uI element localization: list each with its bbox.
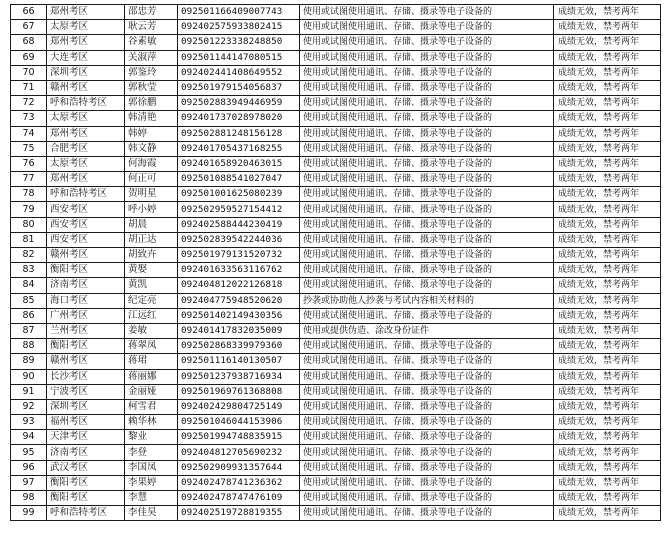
row-number-cell: 70 bbox=[11, 65, 47, 80]
table-row bbox=[11, 415, 661, 430]
candidate-name-cell: 李佳昊 bbox=[125, 506, 178, 521]
exam-district-cell: 济南考区 bbox=[47, 445, 125, 460]
exam-district-cell: 广州考区 bbox=[47, 308, 125, 323]
candidate-name-cell: 郭徐鹏 bbox=[125, 96, 178, 111]
ticket-number-cell: 092402575933802415 bbox=[178, 20, 300, 35]
table-row bbox=[11, 96, 661, 111]
table-row bbox=[11, 430, 661, 445]
exam-district-cell: 宁波考区 bbox=[47, 384, 125, 399]
ticket-number-cell: 092404812705690232 bbox=[178, 445, 300, 460]
ticket-number-cell: 092401705437168255 bbox=[178, 141, 300, 156]
violation-reason-cell: 使用或试图使用通讯、存储、摄录等电子设备的 bbox=[300, 384, 554, 399]
violation-reason-cell: 使用或试图使用通讯、存储、摄录等电子设备的 bbox=[300, 278, 554, 293]
penalty-cell: 成绩无效，禁考两年 bbox=[554, 475, 661, 490]
table-row bbox=[11, 202, 661, 217]
row-number-cell: 77 bbox=[11, 172, 47, 187]
ticket-number-cell: 092501402149430356 bbox=[178, 308, 300, 323]
row-number-cell: 79 bbox=[11, 202, 47, 217]
ticket-number-cell: 092501116140130507 bbox=[178, 354, 300, 369]
table-row bbox=[11, 354, 661, 369]
penalty-cell: 成绩无效，禁考两年 bbox=[554, 187, 661, 202]
ticket-number-cell: 092401658920463015 bbox=[178, 156, 300, 171]
ticket-number-cell: 092402478747476109 bbox=[178, 491, 300, 506]
table-row bbox=[11, 445, 661, 460]
row-number-cell: 85 bbox=[11, 293, 47, 308]
violation-reason-cell: 使用或试图使用通讯、存储、摄录等电子设备的 bbox=[300, 141, 554, 156]
row-number-cell: 86 bbox=[11, 308, 47, 323]
violation-reason-cell: 使用或试图使用通讯、存储、摄录等电子设备的 bbox=[300, 126, 554, 141]
row-number-cell: 66 bbox=[11, 5, 47, 20]
candidate-name-cell: 韩清艳 bbox=[125, 111, 178, 126]
exam-district-cell: 衡阳考区 bbox=[47, 339, 125, 354]
exam-district-cell: 衡阳考区 bbox=[47, 491, 125, 506]
exam-district-cell: 福州考区 bbox=[47, 415, 125, 430]
candidate-name-cell: 柯雪君 bbox=[125, 399, 178, 414]
penalty-cell: 成绩无效，禁考两年 bbox=[554, 460, 661, 475]
candidate-name-cell: 蒋丽娜 bbox=[125, 369, 178, 384]
row-number-cell: 99 bbox=[11, 506, 47, 521]
table-row bbox=[11, 5, 661, 20]
ticket-number-cell: 092501223338248850 bbox=[178, 35, 300, 50]
exam-district-cell: 呼和浩特考区 bbox=[47, 187, 125, 202]
row-number-cell: 97 bbox=[11, 475, 47, 490]
row-number-cell: 80 bbox=[11, 217, 47, 232]
table-row bbox=[11, 460, 661, 475]
penalty-cell: 成绩无效，禁考两年 bbox=[554, 35, 661, 50]
row-number-cell: 96 bbox=[11, 460, 47, 475]
ticket-number-cell: 092402519728819355 bbox=[178, 506, 300, 521]
row-number-cell: 87 bbox=[11, 323, 47, 338]
penalty-cell: 成绩无效，禁考两年 bbox=[554, 202, 661, 217]
exam-district-cell: 西安考区 bbox=[47, 217, 125, 232]
table-row bbox=[11, 35, 661, 50]
table-row bbox=[11, 278, 661, 293]
row-number-cell: 92 bbox=[11, 399, 47, 414]
table-row bbox=[11, 399, 661, 414]
ticket-number-cell: 092502839542244036 bbox=[178, 232, 300, 247]
violation-reason-cell: 使用或试图使用通讯、存储、摄录等电子设备的 bbox=[300, 80, 554, 95]
penalty-cell: 成绩无效，禁考两年 bbox=[554, 96, 661, 111]
penalty-cell: 成绩无效，禁考两年 bbox=[554, 248, 661, 263]
ticket-number-cell: 092401737028978020 bbox=[178, 111, 300, 126]
candidate-name-cell: 关淑萍 bbox=[125, 50, 178, 65]
table-row bbox=[11, 20, 661, 35]
penalty-cell: 成绩无效，禁考两年 bbox=[554, 217, 661, 232]
row-number-cell: 67 bbox=[11, 20, 47, 35]
violation-reason-cell: 使用或试图使用通讯、存储、摄录等电子设备的 bbox=[300, 248, 554, 263]
row-number-cell: 93 bbox=[11, 415, 47, 430]
violation-reason-cell: 使用或试图使用通讯、存储、摄录等电子设备的 bbox=[300, 430, 554, 445]
penalty-cell: 成绩无效，禁考两年 bbox=[554, 308, 661, 323]
candidate-name-cell: 蒋翠凤 bbox=[125, 339, 178, 354]
row-number-cell: 78 bbox=[11, 187, 47, 202]
violation-reason-cell: 使用或试图使用通讯、存储、摄录等电子设备的 bbox=[300, 232, 554, 247]
candidate-name-cell: 郭秋莹 bbox=[125, 80, 178, 95]
row-number-cell: 98 bbox=[11, 491, 47, 506]
exam-district-cell: 武汉考区 bbox=[47, 460, 125, 475]
violation-reason-cell: 使用或试图使用通讯、存储、摄录等电子设备的 bbox=[300, 339, 554, 354]
row-number-cell: 88 bbox=[11, 339, 47, 354]
exam-district-cell: 深圳考区 bbox=[47, 65, 125, 80]
candidate-name-cell: 江远红 bbox=[125, 308, 178, 323]
table-row bbox=[11, 323, 661, 338]
table-row bbox=[11, 384, 661, 399]
row-number-cell: 73 bbox=[11, 111, 47, 126]
ticket-number-cell: 092404812022126818 bbox=[178, 278, 300, 293]
candidate-name-cell: 黄凯 bbox=[125, 278, 178, 293]
candidate-name-cell: 蒋珺 bbox=[125, 354, 178, 369]
ticket-number-cell: 092501144147080515 bbox=[178, 50, 300, 65]
violation-reason-cell: 使用或试图使用通讯、存储、摄录等电子设备的 bbox=[300, 217, 554, 232]
exam-district-cell: 赣州考区 bbox=[47, 248, 125, 263]
table-row bbox=[11, 369, 661, 384]
row-number-cell: 68 bbox=[11, 35, 47, 50]
table-row bbox=[11, 187, 661, 202]
candidate-name-cell: 黄娶 bbox=[125, 263, 178, 278]
ticket-number-cell: 092501979154056837 bbox=[178, 80, 300, 95]
exam-district-cell: 太原考区 bbox=[47, 20, 125, 35]
table-row bbox=[11, 217, 661, 232]
candidate-name-cell: 黎业 bbox=[125, 430, 178, 445]
violation-reason-cell: 使用或试图使用通讯、存储、摄录等电子设备的 bbox=[300, 20, 554, 35]
row-number-cell: 69 bbox=[11, 50, 47, 65]
ticket-number-cell: 092502883949446959 bbox=[178, 96, 300, 111]
exam-district-cell: 兰州考区 bbox=[47, 323, 125, 338]
exam-district-cell: 郑州考区 bbox=[47, 5, 125, 20]
penalty-cell: 成绩无效，禁考两年 bbox=[554, 293, 661, 308]
table-row bbox=[11, 339, 661, 354]
penalty-cell: 成绩无效，禁考两年 bbox=[554, 5, 661, 20]
violation-reason-cell: 使用或试图使用通讯、存储、摄录等电子设备的 bbox=[300, 172, 554, 187]
penalty-cell: 成绩无效，禁考两年 bbox=[554, 20, 661, 35]
violation-reason-cell: 使用或试图使用通讯、存储、摄录等电子设备的 bbox=[300, 308, 554, 323]
table-row bbox=[11, 491, 661, 506]
violation-reason-cell: 使用或试图使用通讯、存储、摄录等电子设备的 bbox=[300, 156, 554, 171]
violation-reason-cell: 使用或提供伪造、涂改身份证件 bbox=[300, 323, 554, 338]
ticket-number-cell: 092502881248156128 bbox=[178, 126, 300, 141]
table-row bbox=[11, 156, 661, 171]
exam-district-cell: 海口考区 bbox=[47, 293, 125, 308]
table-row bbox=[11, 50, 661, 65]
ticket-number-cell: 092401417832035009 bbox=[178, 323, 300, 338]
ticket-number-cell: 092502909931357644 bbox=[178, 460, 300, 475]
table-body bbox=[11, 5, 661, 521]
violation-reason-cell: 使用或试图使用通讯、存储、摄录等电子设备的 bbox=[300, 65, 554, 80]
candidate-name-cell: 姜敏 bbox=[125, 323, 178, 338]
exam-district-cell: 深圳考区 bbox=[47, 399, 125, 414]
ticket-number-cell: 092501166409007743 bbox=[178, 5, 300, 20]
violation-reason-cell: 使用或试图使用通讯、存储、摄录等电子设备的 bbox=[300, 187, 554, 202]
candidate-name-cell: 邵忠芳 bbox=[125, 5, 178, 20]
candidate-name-cell: 胡致卉 bbox=[125, 248, 178, 263]
penalty-cell: 成绩无效，禁考两年 bbox=[554, 384, 661, 399]
ticket-number-cell: 092501994748835915 bbox=[178, 430, 300, 445]
penalty-cell: 成绩无效，禁考两年 bbox=[554, 232, 661, 247]
exam-district-cell: 西安考区 bbox=[47, 232, 125, 247]
row-number-cell: 95 bbox=[11, 445, 47, 460]
row-number-cell: 82 bbox=[11, 248, 47, 263]
candidate-name-cell: 耿云芳 bbox=[125, 20, 178, 35]
penalty-cell: 成绩无效，禁考两年 bbox=[554, 339, 661, 354]
row-number-cell: 76 bbox=[11, 156, 47, 171]
ticket-number-cell: 092501001625080239 bbox=[178, 187, 300, 202]
penalty-cell: 成绩无效，禁考两年 bbox=[554, 369, 661, 384]
ticket-number-cell: 092402441408649552 bbox=[178, 65, 300, 80]
row-number-cell: 84 bbox=[11, 278, 47, 293]
candidate-name-cell: 何海霞 bbox=[125, 156, 178, 171]
violation-reason-cell: 使用或试图使用通讯、存储、摄录等电子设备的 bbox=[300, 415, 554, 430]
violation-reason-cell: 使用或试图使用通讯、存储、摄录等电子设备的 bbox=[300, 399, 554, 414]
penalty-cell: 成绩无效，禁考两年 bbox=[554, 491, 661, 506]
penalty-cell: 成绩无效，禁考两年 bbox=[554, 445, 661, 460]
ticket-number-cell: 092402478741236362 bbox=[178, 475, 300, 490]
penalty-cell: 成绩无效，禁考两年 bbox=[554, 415, 661, 430]
penalty-cell: 成绩无效，禁考两年 bbox=[554, 430, 661, 445]
candidate-name-cell: 李果婷 bbox=[125, 475, 178, 490]
row-number-cell: 75 bbox=[11, 141, 47, 156]
candidate-name-cell: 韩婷 bbox=[125, 126, 178, 141]
exam-district-cell: 呼和浩特考区 bbox=[47, 96, 125, 111]
table-row bbox=[11, 80, 661, 95]
penalty-cell: 成绩无效，禁考两年 bbox=[554, 278, 661, 293]
ticket-number-cell: 092402588444230419 bbox=[178, 217, 300, 232]
penalty-cell: 成绩无效，禁考两年 bbox=[554, 399, 661, 414]
row-number-cell: 74 bbox=[11, 126, 47, 141]
penalty-cell: 成绩无效，禁考两年 bbox=[554, 172, 661, 187]
violation-reason-cell: 使用或试图使用通讯、存储、摄录等电子设备的 bbox=[300, 491, 554, 506]
ticket-number-cell: 092501969761368808 bbox=[178, 384, 300, 399]
ticket-number-cell: 092502959527154412 bbox=[178, 202, 300, 217]
violation-reason-cell: 使用或试图使用通讯、存储、摄录等电子设备的 bbox=[300, 506, 554, 521]
table-row bbox=[11, 232, 661, 247]
table-row bbox=[11, 263, 661, 278]
candidate-name-cell: 金丽娅 bbox=[125, 384, 178, 399]
exam-district-cell: 太原考区 bbox=[47, 111, 125, 126]
exam-district-cell: 衡阳考区 bbox=[47, 475, 125, 490]
penalty-cell: 成绩无效，禁考两年 bbox=[554, 111, 661, 126]
penalty-cell: 成绩无效，禁考两年 bbox=[554, 65, 661, 80]
candidate-name-cell: 李慧 bbox=[125, 491, 178, 506]
ticket-number-cell: 092401633563116762 bbox=[178, 263, 300, 278]
table-row bbox=[11, 126, 661, 141]
row-number-cell: 94 bbox=[11, 430, 47, 445]
candidate-name-cell: 李国凤 bbox=[125, 460, 178, 475]
row-number-cell: 90 bbox=[11, 369, 47, 384]
penalty-cell: 成绩无效，禁考两年 bbox=[554, 263, 661, 278]
penalty-cell: 成绩无效，禁考两年 bbox=[554, 50, 661, 65]
table-row bbox=[11, 65, 661, 80]
violation-reason-cell: 使用或试图使用通讯、存储、摄录等电子设备的 bbox=[300, 445, 554, 460]
violation-reason-cell: 使用或试图使用通讯、存储、摄录等电子设备的 bbox=[300, 460, 554, 475]
exam-district-cell: 长沙考区 bbox=[47, 369, 125, 384]
ticket-number-cell: 092501237938716934 bbox=[178, 369, 300, 384]
penalty-cell: 成绩无效，禁考两年 bbox=[554, 141, 661, 156]
penalty-cell: 成绩无效，禁考两年 bbox=[554, 126, 661, 141]
candidate-name-cell: 胡正达 bbox=[125, 232, 178, 247]
penalty-cell: 成绩无效，禁考两年 bbox=[554, 323, 661, 338]
ticket-number-cell: 092501088541027047 bbox=[178, 172, 300, 187]
table-row bbox=[11, 172, 661, 187]
violation-reason-cell: 使用或试图使用通讯、存储、摄录等电子设备的 bbox=[300, 354, 554, 369]
table-row bbox=[11, 111, 661, 126]
exam-district-cell: 郑州考区 bbox=[47, 172, 125, 187]
exam-district-cell: 济南考区 bbox=[47, 278, 125, 293]
violations-table-container bbox=[10, 4, 660, 521]
candidate-name-cell: 赖华林 bbox=[125, 415, 178, 430]
row-number-cell: 83 bbox=[11, 263, 47, 278]
violation-reason-cell: 使用或试图使用通讯、存储、摄录等电子设备的 bbox=[300, 263, 554, 278]
penalty-cell: 成绩无效，禁考两年 bbox=[554, 354, 661, 369]
row-number-cell: 89 bbox=[11, 354, 47, 369]
exam-district-cell: 衡阳考区 bbox=[47, 263, 125, 278]
exam-district-cell: 郑州考区 bbox=[47, 126, 125, 141]
violation-reason-cell: 使用或试图使用通讯、存储、摄录等电子设备的 bbox=[300, 475, 554, 490]
table-row bbox=[11, 506, 661, 521]
violation-reason-cell: 使用或试图使用通讯、存储、摄录等电子设备的 bbox=[300, 111, 554, 126]
exam-district-cell: 天津考区 bbox=[47, 430, 125, 445]
exam-district-cell: 大连考区 bbox=[47, 50, 125, 65]
penalty-cell: 成绩无效，禁考两年 bbox=[554, 156, 661, 171]
candidate-name-cell: 郭鉴玲 bbox=[125, 65, 178, 80]
ticket-number-cell: 092502868339979360 bbox=[178, 339, 300, 354]
table-row bbox=[11, 475, 661, 490]
candidate-name-cell: 韩文静 bbox=[125, 141, 178, 156]
violation-reason-cell: 使用或试图使用通讯、存储、摄录等电子设备的 bbox=[300, 35, 554, 50]
row-number-cell: 71 bbox=[11, 80, 47, 95]
exam-district-cell: 呼和浩特考区 bbox=[47, 506, 125, 521]
table-row bbox=[11, 248, 661, 263]
penalty-cell: 成绩无效，禁考两年 bbox=[554, 80, 661, 95]
violation-reason-cell: 使用或试图使用通讯、存储、摄录等电子设备的 bbox=[300, 369, 554, 384]
ticket-number-cell: 092501979131520732 bbox=[178, 248, 300, 263]
ticket-number-cell: 092501046044153906 bbox=[178, 415, 300, 430]
row-number-cell: 72 bbox=[11, 96, 47, 111]
violation-reason-cell: 使用或试图使用通讯、存储、摄录等电子设备的 bbox=[300, 96, 554, 111]
candidate-name-cell: 胡晨 bbox=[125, 217, 178, 232]
candidate-name-cell: 纪定亮 bbox=[125, 293, 178, 308]
ticket-number-cell: 092402429804725149 bbox=[178, 399, 300, 414]
violation-reason-cell: 使用或试图使用通讯、存储、摄录等电子设备的 bbox=[300, 50, 554, 65]
exam-district-cell: 赣州考区 bbox=[47, 354, 125, 369]
violation-reason-cell: 使用或试图使用通讯、存储、摄录等电子设备的 bbox=[300, 202, 554, 217]
row-number-cell: 91 bbox=[11, 384, 47, 399]
candidate-name-cell: 贺明星 bbox=[125, 187, 178, 202]
exam-district-cell: 西安考区 bbox=[47, 202, 125, 217]
violation-reason-cell: 抄袭或协助他人抄袭与考试内容相关材料的 bbox=[300, 293, 554, 308]
penalty-cell: 成绩无效，禁考两年 bbox=[554, 506, 661, 521]
exam-district-cell: 郑州考区 bbox=[47, 35, 125, 50]
candidate-name-cell: 谷素敏 bbox=[125, 35, 178, 50]
candidate-name-cell: 何正可 bbox=[125, 172, 178, 187]
ticket-number-cell: 092404775948520620 bbox=[178, 293, 300, 308]
candidate-name-cell: 李登 bbox=[125, 445, 178, 460]
candidate-name-cell: 呼小婷 bbox=[125, 202, 178, 217]
table-row bbox=[11, 308, 661, 323]
exam-district-cell: 赣州考区 bbox=[47, 80, 125, 95]
exam-district-cell: 合肥考区 bbox=[47, 141, 125, 156]
violation-reason-cell: 使用或试图使用通讯、存储、摄录等电子设备的 bbox=[300, 5, 554, 20]
violations-table bbox=[10, 4, 661, 521]
row-number-cell: 81 bbox=[11, 232, 47, 247]
table-row bbox=[11, 141, 661, 156]
table-row bbox=[11, 293, 661, 308]
exam-district-cell: 太原考区 bbox=[47, 156, 125, 171]
